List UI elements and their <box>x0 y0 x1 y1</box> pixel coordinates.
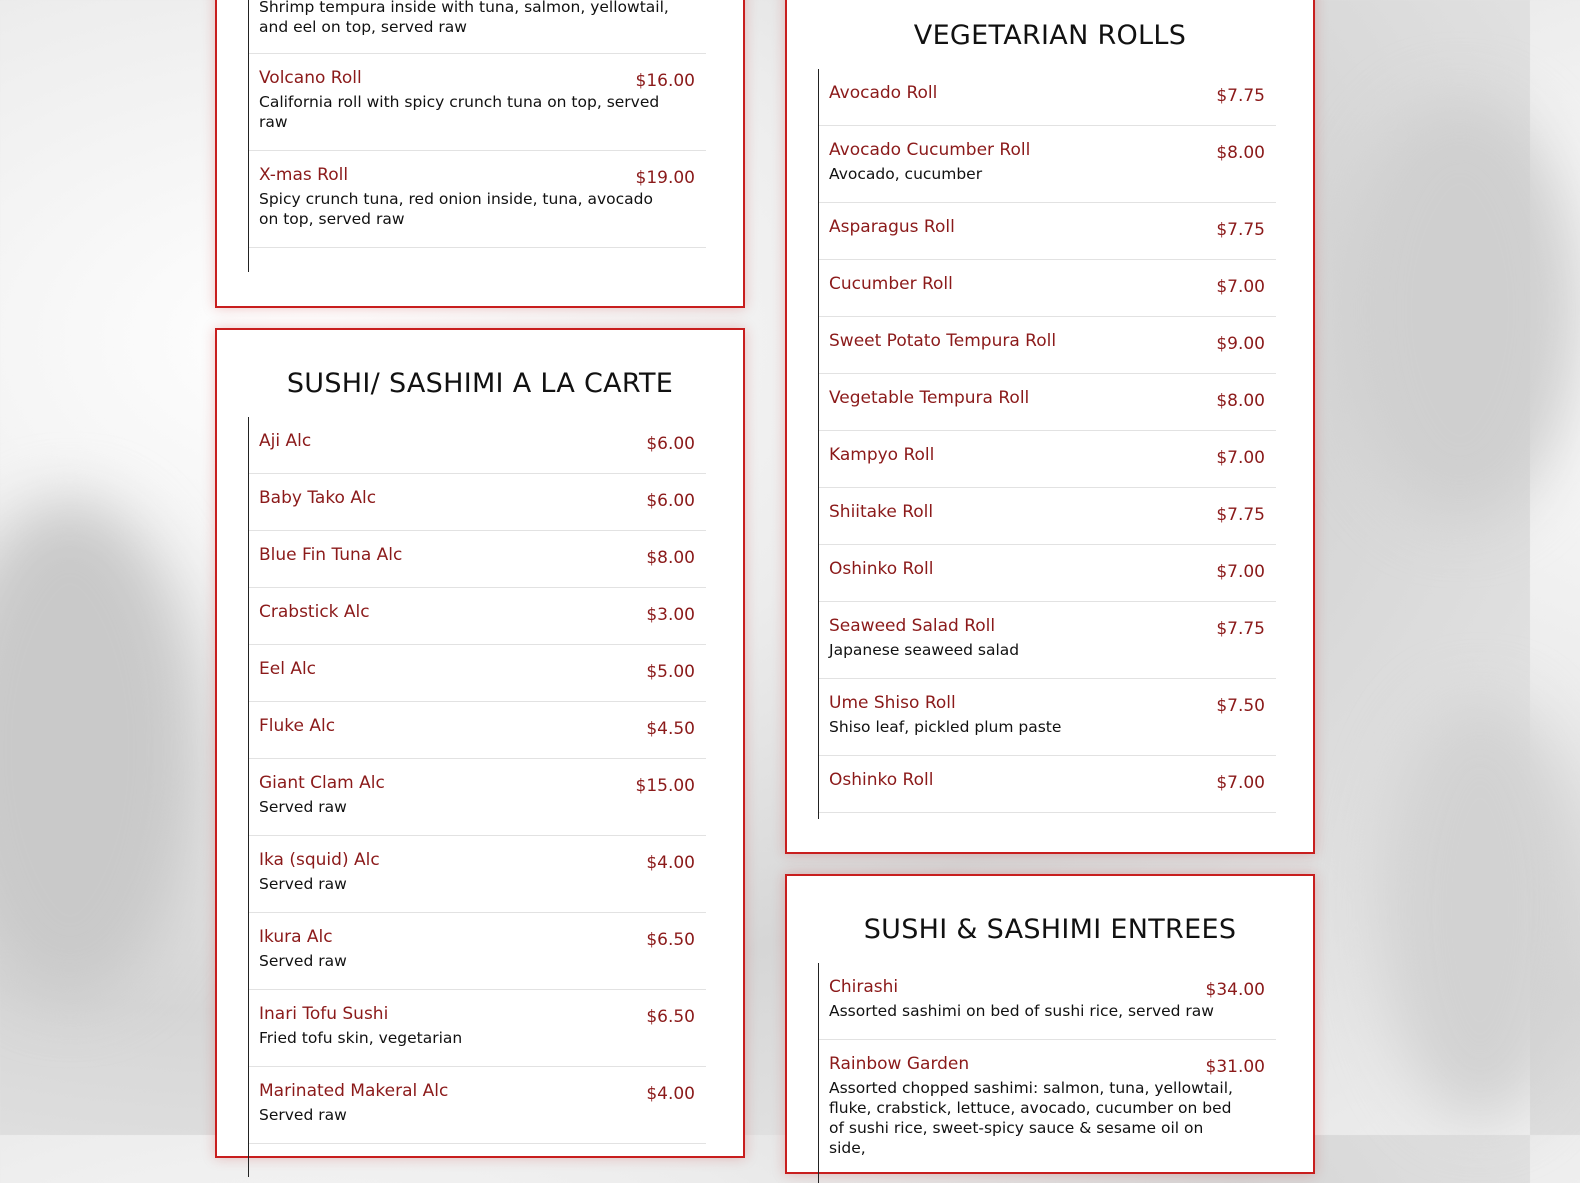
item-price: $7.75 <box>1216 220 1265 240</box>
menu-item[interactable] <box>249 151 706 248</box>
menu-item[interactable] <box>249 913 706 990</box>
item-price: $8.00 <box>646 548 695 568</box>
menu-item[interactable] <box>249 645 706 702</box>
background-shape <box>1340 100 1580 520</box>
menu-items-list <box>248 417 706 1177</box>
menu-item[interactable] <box>819 317 1276 374</box>
menu-card-sushi-alc <box>215 328 745 1158</box>
item-name: Eel Alc <box>259 659 317 679</box>
menu-item[interactable] <box>819 69 1276 126</box>
item-description: Avocado, cucumber <box>829 165 983 183</box>
section-title: SUSHI & SASHIMI ENTREES <box>863 914 1237 945</box>
menu-item[interactable] <box>819 963 1276 1040</box>
item-name: Ika (squid) Alc <box>259 850 380 870</box>
item-name: Crabstick Alc <box>259 602 370 622</box>
menu-card-vegetarian-rolls <box>785 0 1315 854</box>
item-price: $7.75 <box>1216 86 1265 106</box>
item-name: Seaweed Salad Roll <box>829 616 996 636</box>
menu-item[interactable] <box>819 1040 1276 1180</box>
menu-item[interactable] <box>819 374 1276 431</box>
item-price: $31.00 <box>1205 1057 1265 1077</box>
item-price: $7.75 <box>1216 619 1265 639</box>
menu-item[interactable] <box>249 474 706 531</box>
section-title: VEGETARIAN ROLLS <box>913 20 1187 51</box>
item-description: Assorted chopped sashimi: salmon, tuna, yellowtail, fluke, crabstick, lettuce, avocado, cucumber on bed of sushi rice, sweet-spicy sauce & sesame oil on side, <box>829 1079 1233 1157</box>
item-name: Volcano Roll <box>259 68 362 88</box>
item-description: Shiso leaf, pickled plum paste <box>829 718 1062 736</box>
menu-items-list <box>818 69 1276 819</box>
menu-items-list <box>248 0 706 272</box>
item-name: Rainbow Garden <box>829 1054 970 1074</box>
menu-item[interactable] <box>249 990 706 1067</box>
item-name: Marinated Makeral Alc <box>259 1081 449 1101</box>
item-price: $6.50 <box>646 1007 695 1027</box>
item-name: Vegetable Tempura Roll <box>829 388 1030 408</box>
item-name: Cucumber Roll <box>829 274 953 294</box>
menu-item[interactable] <box>819 756 1276 813</box>
menu-item[interactable] <box>249 54 706 151</box>
menu-item[interactable] <box>819 602 1276 679</box>
item-price: $7.00 <box>1216 773 1265 793</box>
menu-item[interactable] <box>249 1067 706 1144</box>
item-name: Oshinko Roll <box>829 559 934 579</box>
item-price: $8.00 <box>1216 143 1265 163</box>
item-price: $16.00 <box>635 71 695 91</box>
item-price: $4.00 <box>646 853 695 873</box>
menu-item[interactable] <box>249 531 706 588</box>
item-price: $19.00 <box>635 168 695 188</box>
item-price: $8.00 <box>1216 391 1265 411</box>
item-description: California roll with spicy crunch tuna on top, served raw <box>259 93 660 131</box>
menu-item[interactable] <box>819 679 1276 756</box>
item-price: $15.00 <box>635 776 695 796</box>
item-name: Fluke Alc <box>259 716 336 736</box>
item-name: Blue Fin Tuna Alc <box>259 545 403 565</box>
item-price: $3.00 <box>646 605 695 625</box>
item-price: $6.00 <box>646 434 695 454</box>
background-shape <box>1380 700 1580 1120</box>
item-name: Ume Shiso Roll <box>829 693 956 713</box>
item-name: Inari Tofu Sushi <box>259 1004 389 1024</box>
item-description: Served raw <box>259 952 347 970</box>
item-price: $6.00 <box>646 491 695 511</box>
item-price: $7.75 <box>1216 505 1265 525</box>
item-price: $9.00 <box>1216 334 1265 354</box>
item-price: $7.00 <box>1216 277 1265 297</box>
item-description: Assorted sashimi on bed of sushi rice, served raw <box>829 1002 1214 1020</box>
item-name: Sweet Potato Tempura Roll <box>829 331 1057 351</box>
item-price: $5.00 <box>646 662 695 682</box>
item-price: $7.50 <box>1216 696 1265 716</box>
menu-item[interactable] <box>819 203 1276 260</box>
item-description: Spicy crunch tuna, red onion inside, tuna, avocado on top, served raw <box>259 190 653 228</box>
menu-card-special-rolls <box>215 0 745 308</box>
item-description: Served raw <box>259 875 347 893</box>
menu-item[interactable] <box>249 702 706 759</box>
item-name: Oshinko Roll <box>829 770 934 790</box>
item-price: $6.50 <box>646 930 695 950</box>
item-price: $34.00 <box>1205 980 1265 1000</box>
item-price: $7.00 <box>1216 562 1265 582</box>
menu-item[interactable] <box>249 759 706 836</box>
item-name: Shiitake Roll <box>829 502 934 522</box>
item-description: Fried tofu skin, vegetarian <box>259 1029 463 1047</box>
item-price: $7.00 <box>1216 448 1265 468</box>
item-name: Asparagus Roll <box>829 217 955 237</box>
item-name: Aji Alc <box>259 431 312 451</box>
menu-item[interactable] <box>819 260 1276 317</box>
menu-item[interactable] <box>819 126 1276 203</box>
section-title: SUSHI/ SASHIMI A LA CARTE <box>286 368 674 399</box>
item-name: Kampyo Roll <box>829 445 935 465</box>
item-name: Avocado Cucumber Roll <box>829 140 1031 160</box>
background-shape <box>0 500 200 1000</box>
item-description: Served raw <box>259 1106 347 1124</box>
menu-item[interactable] <box>249 588 706 645</box>
item-price: $4.50 <box>646 719 695 739</box>
menu-item[interactable] <box>819 431 1276 488</box>
item-description: Japanese seaweed salad <box>829 641 1020 659</box>
item-description: Served raw <box>259 798 347 816</box>
item-description: Shrimp tempura inside with tuna, salmon, yellowtail, and eel on top, served raw <box>259 0 669 36</box>
menu-item[interactable] <box>249 417 706 474</box>
item-name: Chirashi <box>829 977 899 997</box>
item-name: X-mas Roll <box>259 165 349 185</box>
item-name: Giant Clam Alc <box>259 773 385 793</box>
menu-item[interactable] <box>249 836 706 913</box>
menu-item[interactable] <box>819 488 1276 545</box>
menu-card-entrees <box>785 874 1315 1174</box>
menu-items-list <box>818 963 1276 1183</box>
menu-item[interactable] <box>819 545 1276 602</box>
item-price: $4.00 <box>646 1084 695 1104</box>
item-name: Ikura Alc <box>259 927 333 947</box>
item-name: Baby Tako Alc <box>259 488 377 508</box>
menu-item[interactable] <box>249 0 706 54</box>
item-name: Avocado Roll <box>829 83 938 103</box>
